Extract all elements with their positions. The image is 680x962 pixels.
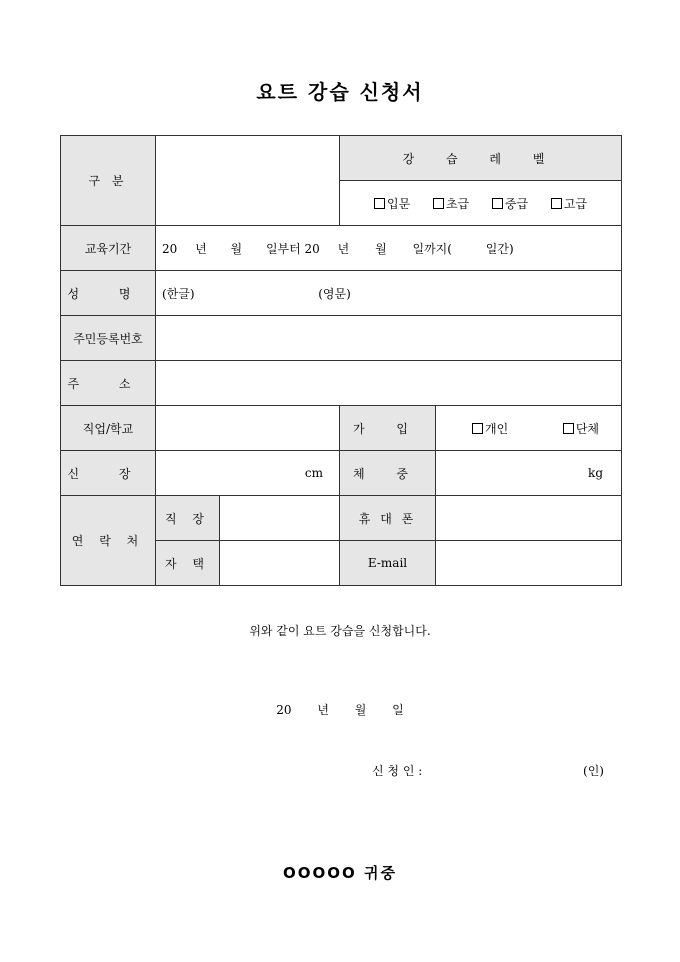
membership-option-group[interactable]: 단체 xyxy=(563,420,599,437)
level-option-advanced[interactable]: 고급 xyxy=(551,195,587,212)
level-option-beginner[interactable]: 입문 xyxy=(374,195,410,212)
resident-id-field[interactable] xyxy=(156,316,622,361)
category-field[interactable] xyxy=(156,136,340,226)
address-label: 주 소 xyxy=(61,361,156,406)
addressee: OOOOO 귀중 xyxy=(283,864,397,882)
mobile-field[interactable] xyxy=(436,496,622,541)
height-unit: cm xyxy=(304,466,323,480)
work-phone-label: 직 장 xyxy=(156,496,220,541)
weight-unit: kg xyxy=(588,466,603,480)
address-field[interactable] xyxy=(156,361,622,406)
form-title: 요트 강습 신청서 xyxy=(256,80,424,104)
checkbox-icon[interactable] xyxy=(433,198,444,209)
name-field[interactable] xyxy=(156,271,622,316)
period-field[interactable]: 20 년 월 일부터 20 년 월 일까지( 일간) xyxy=(156,226,622,271)
checkbox-icon[interactable] xyxy=(492,198,503,209)
checkbox-icon[interactable] xyxy=(374,198,385,209)
checkbox-icon[interactable] xyxy=(551,198,562,209)
name-korean-label: (한글) xyxy=(162,286,195,301)
applicant-label: 신 청 인 : xyxy=(372,764,423,778)
membership-label: 가 입 xyxy=(340,406,436,451)
home-phone-label: 자 택 xyxy=(156,541,220,586)
membership-option-individual[interactable]: 개인 xyxy=(472,420,508,437)
applicant-signature-line xyxy=(372,762,612,779)
period-label: 교육기간 xyxy=(61,226,156,271)
membership-options xyxy=(436,406,622,451)
weight-label: 체 중 xyxy=(340,451,436,496)
application-statement: 위와 같이 요트 강습을 신청합니다. xyxy=(249,624,431,638)
level-option-elementary[interactable]: 초급 xyxy=(433,195,469,212)
seal-mark: (인) xyxy=(583,764,604,778)
name-label: 성 명 xyxy=(61,271,156,316)
resident-id-label: 주민등록번호 xyxy=(61,316,156,361)
work-phone-field[interactable] xyxy=(220,496,340,541)
category-label: 구 분 xyxy=(61,136,156,226)
level-header: 강 습 레 벨 xyxy=(340,136,622,181)
email-label: E-mail xyxy=(340,541,436,586)
contact-label: 연 락 처 xyxy=(61,496,156,586)
checkbox-icon[interactable] xyxy=(472,423,483,434)
height-label: 신 장 xyxy=(61,451,156,496)
email-field[interactable] xyxy=(436,541,622,586)
level-option-intermediate[interactable]: 중급 xyxy=(492,195,528,212)
application-date: 20 년 월 일 xyxy=(276,703,404,717)
name-english-label: (영문) xyxy=(318,286,351,301)
mobile-label: 휴 대 폰 xyxy=(340,496,436,541)
occupation-field[interactable] xyxy=(156,406,340,451)
height-field[interactable] xyxy=(156,451,340,496)
checkbox-icon[interactable] xyxy=(563,423,574,434)
weight-field[interactable] xyxy=(436,451,622,496)
occupation-label: 직업/학교 xyxy=(61,406,156,451)
application-form-table xyxy=(60,135,622,586)
level-options xyxy=(340,181,622,226)
home-phone-field[interactable] xyxy=(220,541,340,586)
